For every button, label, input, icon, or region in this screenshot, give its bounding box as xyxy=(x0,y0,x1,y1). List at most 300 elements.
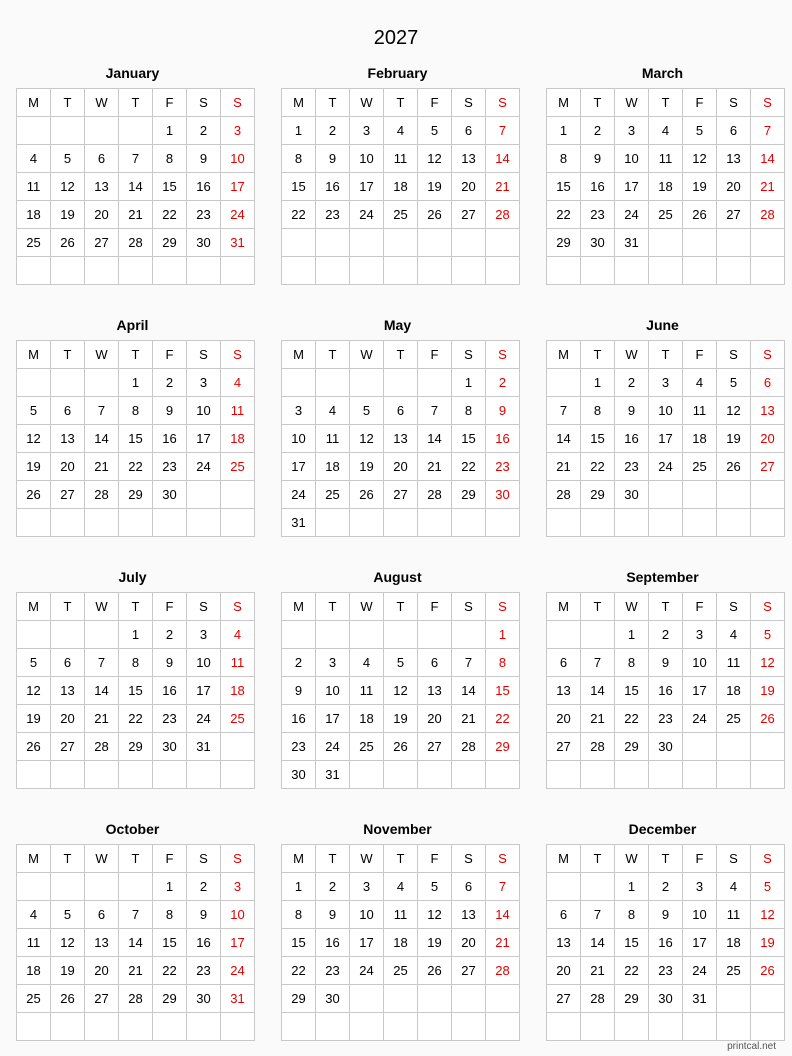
day-cell: 3 xyxy=(187,621,221,649)
day-cell: 25 xyxy=(717,957,751,985)
week-row xyxy=(547,509,785,537)
day-cell: 23 xyxy=(187,957,221,985)
month-name: August xyxy=(373,569,422,585)
day-cell: 13 xyxy=(85,173,119,201)
day-cell: 10 xyxy=(683,649,717,677)
empty-cell xyxy=(119,509,153,537)
day-cell: 12 xyxy=(717,397,751,425)
day-cell: 18 xyxy=(649,173,683,201)
empty-cell xyxy=(221,509,255,537)
empty-cell xyxy=(384,369,418,397)
month-july xyxy=(16,567,249,789)
day-cell: 29 xyxy=(153,229,187,257)
day-cell: 15 xyxy=(153,173,187,201)
week-row xyxy=(547,733,785,761)
day-cell: 22 xyxy=(452,453,486,481)
day-cell: 22 xyxy=(282,201,316,229)
empty-cell xyxy=(384,621,418,649)
weekday-header: T xyxy=(384,845,418,873)
day-cell: 31 xyxy=(282,509,316,537)
day-cell: 23 xyxy=(615,453,649,481)
day-cell: 31 xyxy=(316,761,350,789)
weekday-header: W xyxy=(615,845,649,873)
day-cell: 13 xyxy=(547,677,581,705)
day-cell: 14 xyxy=(85,425,119,453)
month-table xyxy=(546,340,785,537)
empty-cell xyxy=(17,509,51,537)
week-row xyxy=(282,1013,520,1041)
week-row xyxy=(547,229,785,257)
day-cell: 19 xyxy=(350,453,384,481)
day-cell: 30 xyxy=(153,733,187,761)
day-cell: 7 xyxy=(486,873,520,901)
empty-cell xyxy=(153,1013,187,1041)
day-cell: 9 xyxy=(486,397,520,425)
week-row xyxy=(17,621,255,649)
day-cell: 7 xyxy=(119,145,153,173)
empty-cell xyxy=(17,873,51,901)
day-cell: 5 xyxy=(51,901,85,929)
empty-cell xyxy=(282,621,316,649)
day-cell: 14 xyxy=(418,425,452,453)
week-row xyxy=(547,929,785,957)
weekday-header: T xyxy=(119,341,153,369)
day-cell: 2 xyxy=(153,621,187,649)
day-cell: 27 xyxy=(547,985,581,1013)
week-row xyxy=(17,481,255,509)
day-cell: 29 xyxy=(486,733,520,761)
week-row xyxy=(282,509,520,537)
empty-cell xyxy=(51,117,85,145)
weekday-header: W xyxy=(350,845,384,873)
empty-cell xyxy=(418,509,452,537)
empty-cell xyxy=(316,369,350,397)
day-cell: 8 xyxy=(486,649,520,677)
empty-cell xyxy=(751,1013,785,1041)
day-cell: 25 xyxy=(717,705,751,733)
month-table xyxy=(281,844,520,1041)
day-cell: 4 xyxy=(683,369,717,397)
week-row xyxy=(17,257,255,285)
empty-cell xyxy=(717,1013,751,1041)
weekday-header: T xyxy=(649,593,683,621)
weekday-header: T xyxy=(316,845,350,873)
day-cell: 8 xyxy=(452,397,486,425)
day-cell: 11 xyxy=(17,929,51,957)
day-cell: 28 xyxy=(486,957,520,985)
week-row xyxy=(282,397,520,425)
week-row xyxy=(17,649,255,677)
day-cell: 6 xyxy=(547,649,581,677)
day-cell: 16 xyxy=(187,929,221,957)
weekday-header-row xyxy=(547,341,785,369)
weekday-header: F xyxy=(683,341,717,369)
empty-cell xyxy=(418,1013,452,1041)
weekday-header: S xyxy=(751,593,785,621)
weekday-header: S xyxy=(452,593,486,621)
weekday-header: M xyxy=(17,89,51,117)
weekday-header: S xyxy=(221,593,255,621)
empty-cell xyxy=(85,509,119,537)
month-table xyxy=(281,340,520,537)
empty-cell xyxy=(615,761,649,789)
day-cell: 18 xyxy=(384,173,418,201)
weekday-header: S xyxy=(751,845,785,873)
day-cell: 19 xyxy=(717,425,751,453)
empty-cell xyxy=(119,1013,153,1041)
day-cell: 31 xyxy=(615,229,649,257)
day-cell: 17 xyxy=(187,425,221,453)
day-cell: 28 xyxy=(452,733,486,761)
day-cell: 19 xyxy=(17,453,51,481)
day-cell: 3 xyxy=(282,397,316,425)
day-cell: 21 xyxy=(486,173,520,201)
weekday-header: T xyxy=(119,593,153,621)
week-row xyxy=(547,481,785,509)
weekday-header: S xyxy=(486,845,520,873)
day-cell: 8 xyxy=(119,649,153,677)
empty-cell xyxy=(486,761,520,789)
week-row xyxy=(282,117,520,145)
day-cell: 31 xyxy=(221,985,255,1013)
empty-cell xyxy=(350,509,384,537)
week-row xyxy=(547,677,785,705)
day-cell: 11 xyxy=(350,677,384,705)
weekday-header: S xyxy=(717,89,751,117)
week-row xyxy=(17,397,255,425)
day-cell: 16 xyxy=(153,425,187,453)
day-cell: 1 xyxy=(615,621,649,649)
day-cell: 20 xyxy=(717,173,751,201)
empty-cell xyxy=(547,369,581,397)
day-cell: 6 xyxy=(418,649,452,677)
week-row xyxy=(547,1013,785,1041)
week-row xyxy=(547,117,785,145)
weekday-header: W xyxy=(350,89,384,117)
day-cell: 5 xyxy=(17,397,51,425)
day-cell: 23 xyxy=(649,957,683,985)
week-row xyxy=(547,901,785,929)
weekday-header: S xyxy=(717,845,751,873)
empty-cell xyxy=(486,509,520,537)
weekday-header: W xyxy=(85,89,119,117)
day-cell: 15 xyxy=(486,677,520,705)
empty-cell xyxy=(350,1013,384,1041)
empty-cell xyxy=(384,229,418,257)
day-cell: 2 xyxy=(187,117,221,145)
empty-cell xyxy=(751,229,785,257)
week-row xyxy=(282,677,520,705)
empty-cell xyxy=(17,761,51,789)
day-cell: 12 xyxy=(418,901,452,929)
day-cell: 23 xyxy=(153,453,187,481)
weekday-header: S xyxy=(486,89,520,117)
empty-cell xyxy=(452,229,486,257)
month-november xyxy=(281,819,514,1041)
week-row xyxy=(17,229,255,257)
day-cell: 8 xyxy=(615,901,649,929)
empty-cell xyxy=(751,985,785,1013)
day-cell: 4 xyxy=(350,649,384,677)
weekday-header: T xyxy=(51,89,85,117)
week-row xyxy=(547,873,785,901)
day-cell: 9 xyxy=(581,145,615,173)
day-cell: 17 xyxy=(187,677,221,705)
week-row xyxy=(282,929,520,957)
day-cell: 24 xyxy=(221,957,255,985)
day-cell: 26 xyxy=(51,985,85,1013)
day-cell: 23 xyxy=(649,705,683,733)
empty-cell xyxy=(119,761,153,789)
day-cell: 19 xyxy=(17,705,51,733)
weekday-header: T xyxy=(384,593,418,621)
empty-cell xyxy=(751,257,785,285)
year-title: 2027 xyxy=(373,27,419,49)
month-may xyxy=(281,315,514,537)
weekday-header: S xyxy=(717,341,751,369)
day-cell: 29 xyxy=(282,985,316,1013)
day-cell: 15 xyxy=(153,929,187,957)
empty-cell xyxy=(452,621,486,649)
week-row xyxy=(282,257,520,285)
day-cell: 3 xyxy=(649,369,683,397)
day-cell: 11 xyxy=(384,901,418,929)
day-cell: 28 xyxy=(85,733,119,761)
weekday-header: T xyxy=(581,341,615,369)
weekday-header-row xyxy=(282,341,520,369)
day-cell: 1 xyxy=(615,873,649,901)
week-row xyxy=(282,453,520,481)
day-cell: 8 xyxy=(282,145,316,173)
empty-cell xyxy=(486,1013,520,1041)
week-row xyxy=(17,985,255,1013)
day-cell: 28 xyxy=(581,733,615,761)
weekday-header: W xyxy=(85,593,119,621)
day-cell: 28 xyxy=(581,985,615,1013)
month-name: May xyxy=(383,317,412,333)
day-cell: 11 xyxy=(649,145,683,173)
week-row xyxy=(282,705,520,733)
day-cell: 6 xyxy=(51,649,85,677)
week-row xyxy=(282,957,520,985)
empty-cell xyxy=(17,117,51,145)
empty-cell xyxy=(85,761,119,789)
empty-cell xyxy=(452,509,486,537)
day-cell: 5 xyxy=(418,117,452,145)
week-row xyxy=(17,201,255,229)
weekday-header: S xyxy=(187,89,221,117)
empty-cell xyxy=(452,985,486,1013)
week-row xyxy=(282,649,520,677)
empty-cell xyxy=(452,257,486,285)
day-cell: 13 xyxy=(51,677,85,705)
empty-cell xyxy=(153,257,187,285)
month-table xyxy=(546,88,785,285)
weekday-header: T xyxy=(581,89,615,117)
day-cell: 30 xyxy=(649,985,683,1013)
month-december xyxy=(546,819,779,1041)
empty-cell xyxy=(452,761,486,789)
day-cell: 27 xyxy=(452,957,486,985)
day-cell: 22 xyxy=(119,705,153,733)
empty-cell xyxy=(547,509,581,537)
week-row xyxy=(547,761,785,789)
day-cell: 10 xyxy=(221,901,255,929)
day-cell: 21 xyxy=(751,173,785,201)
day-cell: 7 xyxy=(119,901,153,929)
weekday-header: W xyxy=(615,593,649,621)
weekday-header: S xyxy=(452,845,486,873)
day-cell: 22 xyxy=(486,705,520,733)
empty-cell xyxy=(649,1013,683,1041)
weekday-header: M xyxy=(547,341,581,369)
day-cell: 24 xyxy=(187,705,221,733)
day-cell: 21 xyxy=(85,705,119,733)
day-cell: 8 xyxy=(153,145,187,173)
week-row xyxy=(282,481,520,509)
day-cell: 20 xyxy=(418,705,452,733)
day-cell: 5 xyxy=(350,397,384,425)
empty-cell xyxy=(683,229,717,257)
day-cell: 29 xyxy=(119,733,153,761)
day-cell: 1 xyxy=(153,873,187,901)
day-cell: 10 xyxy=(187,649,221,677)
day-cell: 16 xyxy=(316,929,350,957)
day-cell: 25 xyxy=(384,957,418,985)
week-row xyxy=(17,873,255,901)
month-table xyxy=(281,88,520,285)
day-cell: 23 xyxy=(581,201,615,229)
day-cell: 8 xyxy=(119,397,153,425)
empty-cell xyxy=(581,621,615,649)
weekday-header: F xyxy=(683,845,717,873)
empty-cell xyxy=(717,481,751,509)
empty-cell xyxy=(350,985,384,1013)
day-cell: 17 xyxy=(649,425,683,453)
day-cell: 6 xyxy=(85,901,119,929)
week-row xyxy=(282,369,520,397)
empty-cell xyxy=(615,257,649,285)
weekday-header: S xyxy=(751,89,785,117)
empty-cell xyxy=(717,229,751,257)
day-cell: 8 xyxy=(615,649,649,677)
day-cell: 13 xyxy=(418,677,452,705)
empty-cell xyxy=(51,509,85,537)
day-cell: 20 xyxy=(51,705,85,733)
day-cell: 15 xyxy=(282,929,316,957)
empty-cell xyxy=(316,257,350,285)
empty-cell xyxy=(51,873,85,901)
weekday-header-row xyxy=(547,89,785,117)
weekday-header: T xyxy=(51,845,85,873)
day-cell: 11 xyxy=(221,649,255,677)
day-cell: 20 xyxy=(85,957,119,985)
day-cell: 11 xyxy=(717,901,751,929)
empty-cell xyxy=(119,117,153,145)
day-cell: 10 xyxy=(187,397,221,425)
weekday-header: M xyxy=(282,341,316,369)
empty-cell xyxy=(418,621,452,649)
day-cell: 10 xyxy=(649,397,683,425)
day-cell: 22 xyxy=(119,453,153,481)
day-cell: 5 xyxy=(17,649,51,677)
day-cell: 20 xyxy=(547,957,581,985)
day-cell: 24 xyxy=(350,957,384,985)
week-row xyxy=(547,397,785,425)
day-cell: 7 xyxy=(85,397,119,425)
empty-cell xyxy=(17,1013,51,1041)
day-cell: 24 xyxy=(615,201,649,229)
day-cell: 16 xyxy=(187,173,221,201)
day-cell: 6 xyxy=(452,873,486,901)
day-cell: 4 xyxy=(717,621,751,649)
day-cell: 7 xyxy=(85,649,119,677)
day-cell: 5 xyxy=(384,649,418,677)
empty-cell xyxy=(581,509,615,537)
day-cell: 19 xyxy=(418,929,452,957)
day-cell: 11 xyxy=(683,397,717,425)
empty-cell xyxy=(649,761,683,789)
empty-cell xyxy=(119,257,153,285)
week-row xyxy=(282,901,520,929)
empty-cell xyxy=(683,257,717,285)
empty-cell xyxy=(418,985,452,1013)
weekday-header: M xyxy=(17,845,51,873)
day-cell: 4 xyxy=(384,873,418,901)
day-cell: 6 xyxy=(751,369,785,397)
week-row xyxy=(282,873,520,901)
empty-cell xyxy=(17,621,51,649)
empty-cell xyxy=(85,873,119,901)
empty-cell xyxy=(649,229,683,257)
empty-cell xyxy=(316,509,350,537)
day-cell: 30 xyxy=(187,985,221,1013)
day-cell: 4 xyxy=(717,873,751,901)
day-cell: 8 xyxy=(581,397,615,425)
day-cell: 27 xyxy=(51,733,85,761)
weekday-header: F xyxy=(418,89,452,117)
day-cell: 14 xyxy=(486,145,520,173)
empty-cell xyxy=(418,369,452,397)
week-row xyxy=(547,649,785,677)
day-cell: 19 xyxy=(51,957,85,985)
day-cell: 12 xyxy=(751,901,785,929)
week-row xyxy=(17,733,255,761)
day-cell: 7 xyxy=(581,901,615,929)
day-cell: 18 xyxy=(316,453,350,481)
day-cell: 28 xyxy=(547,481,581,509)
day-cell: 23 xyxy=(316,957,350,985)
weekday-header: F xyxy=(683,593,717,621)
week-row xyxy=(17,509,255,537)
day-cell: 10 xyxy=(316,677,350,705)
month-name: October xyxy=(105,821,160,837)
day-cell: 14 xyxy=(119,929,153,957)
day-cell: 14 xyxy=(547,425,581,453)
day-cell: 18 xyxy=(17,201,51,229)
day-cell: 21 xyxy=(119,201,153,229)
day-cell: 28 xyxy=(85,481,119,509)
weekday-header: W xyxy=(350,593,384,621)
day-cell: 20 xyxy=(547,705,581,733)
month-name: March xyxy=(641,65,684,81)
day-cell: 8 xyxy=(282,901,316,929)
month-name: September xyxy=(626,569,699,585)
day-cell: 7 xyxy=(418,397,452,425)
empty-cell xyxy=(17,257,51,285)
day-cell: 2 xyxy=(581,117,615,145)
day-cell: 9 xyxy=(282,677,316,705)
